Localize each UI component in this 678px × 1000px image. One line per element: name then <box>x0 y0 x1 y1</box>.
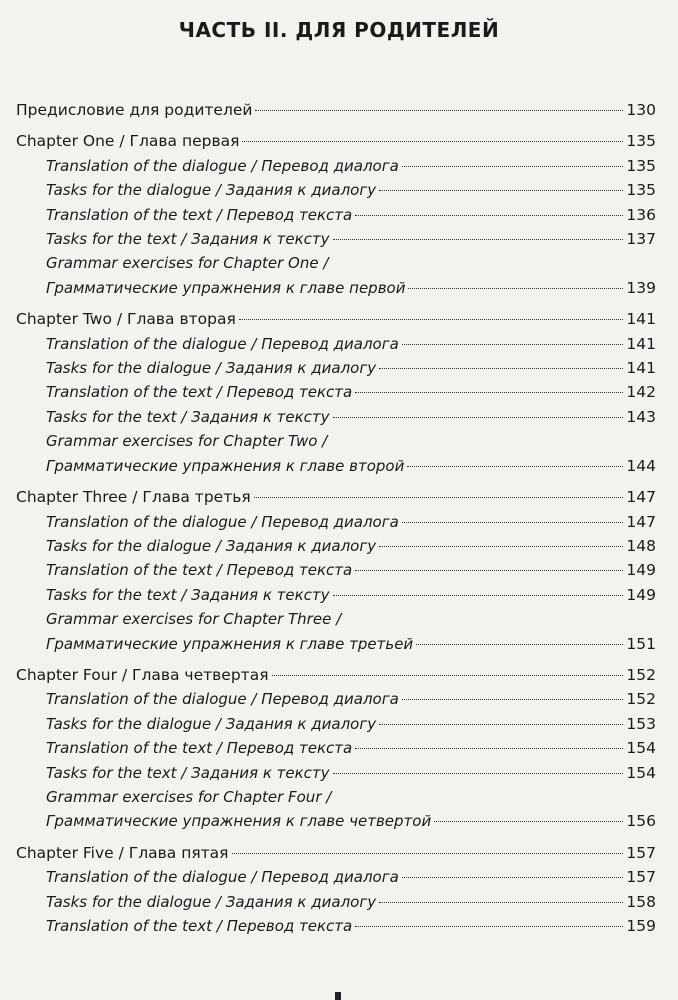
toc-page-number: 151 <box>626 634 656 653</box>
dot-leader <box>355 748 623 749</box>
toc-entry-title: Chapter Two / Глава вторая <box>16 310 236 329</box>
toc-page-number: 152 <box>626 690 656 709</box>
toc-page-number: 154 <box>626 739 656 758</box>
toc-subentry[interactable] <box>16 178 656 202</box>
toc-subentry[interactable] <box>16 534 656 558</box>
toc-entry-title: Tasks for the dialogue / Задания к диалогу <box>46 892 377 911</box>
dot-leader <box>402 699 624 700</box>
dot-leader <box>255 110 623 111</box>
toc-entry-title: Предисловие для родителей <box>16 101 253 119</box>
toc-page-number: 135 <box>626 181 656 200</box>
toc-page-number: 159 <box>626 917 656 935</box>
dot-leader <box>402 344 624 345</box>
toc-subentry[interactable] <box>16 914 656 938</box>
toc-entry-title: Tasks for the text / Задания к тексту <box>46 763 330 782</box>
toc-entry-title: Tasks for the text / Задания к тексту <box>46 230 330 249</box>
dot-leader <box>355 570 623 571</box>
toc-page-number: 157 <box>626 843 656 862</box>
toc-entry-title: Tasks for the dialogue / Задания к диалогу <box>46 181 377 200</box>
toc-entry-title: Грамматические упражнения к главе третьей <box>46 634 414 653</box>
toc-subentry[interactable] <box>16 380 656 404</box>
toc-entry-title: Chapter Three / Глава третья <box>16 488 251 507</box>
toc-subentry[interactable] <box>16 890 656 914</box>
toc-page-number: 135 <box>626 156 656 175</box>
toc-entry-title: Translation of the dialogue / Перевод диалога <box>46 512 399 531</box>
dot-leader <box>416 644 623 645</box>
toc-page-number: 147 <box>626 488 656 507</box>
toc-entry-title: Translation of the dialogue / Перевод диалога <box>46 690 399 709</box>
toc-page-number: 142 <box>626 383 656 402</box>
toc-grammar-title-line1[interactable]: Grammar exercises for Chapter Three / <box>46 610 342 629</box>
toc-subentry[interactable] <box>16 687 656 711</box>
toc-page-number: 135 <box>626 132 656 151</box>
toc-subentry[interactable] <box>16 583 656 607</box>
dot-leader <box>379 724 623 725</box>
toc-subentry[interactable] <box>16 356 656 380</box>
dot-leader <box>434 821 623 822</box>
page-number-mark <box>335 992 341 1000</box>
toc-grammar-entry[interactable] <box>16 454 656 478</box>
toc-page-number: 143 <box>626 407 656 426</box>
toc-page-number: 139 <box>626 278 656 297</box>
toc-entry-title: Chapter Four / Глава четвертая <box>16 665 269 684</box>
toc-page-number: 156 <box>626 812 656 831</box>
dot-leader <box>333 417 624 418</box>
dot-leader <box>355 215 623 216</box>
toc-entry-title: Грамматические упражнения к главе четвертой <box>46 812 432 831</box>
toc-entry-title: Tasks for the dialogue / Задания к диалогу <box>46 359 377 378</box>
toc-grammar-entry[interactable] <box>16 632 656 656</box>
toc-entry-title: Translation of the text / Перевод текста <box>46 739 353 758</box>
toc-entry-title: Tasks for the text / Задания к тексту <box>46 585 330 604</box>
toc-page-number: 157 <box>626 868 656 887</box>
toc-page-number: 153 <box>626 714 656 733</box>
toc-chapter-3[interactable] <box>16 485 656 509</box>
toc-entry-title: Translation of the dialogue / Перевод диалога <box>46 334 399 353</box>
toc-subentry[interactable] <box>16 203 656 227</box>
toc-page-number: 141 <box>626 334 656 353</box>
dot-leader <box>408 288 623 289</box>
toc-chapter-5[interactable] <box>16 841 656 865</box>
toc-entry-title: Translation of the text / Перевод текста <box>46 383 353 402</box>
toc-grammar-entry[interactable] <box>16 276 656 300</box>
dot-leader <box>402 166 624 167</box>
toc-subentry[interactable] <box>16 510 656 534</box>
toc-entry-preface[interactable] <box>16 98 656 122</box>
toc-entry-title: Грамматические упражнения к главе первой <box>46 278 406 297</box>
toc-subentry[interactable] <box>16 405 656 429</box>
toc-subentry[interactable] <box>16 154 656 178</box>
toc-entry-title: Translation of the dialogue / Перевод диалога <box>46 156 399 175</box>
toc-page-number: 130 <box>626 101 656 119</box>
toc-page-number: 147 <box>626 512 656 531</box>
toc-page-number: 141 <box>626 359 656 378</box>
toc-page-number: 158 <box>626 892 656 911</box>
dot-leader <box>333 773 624 774</box>
toc-subentry[interactable] <box>16 332 656 356</box>
dot-leader <box>379 190 623 191</box>
toc-page-number: 149 <box>626 585 656 604</box>
toc-subentry[interactable] <box>16 227 656 251</box>
toc-entry-title: Translation of the text / Перевод текста <box>46 205 353 224</box>
dot-leader <box>402 877 624 878</box>
dot-leader <box>232 853 624 854</box>
toc-page-number: 149 <box>626 561 656 580</box>
toc-page-number: 144 <box>626 456 656 475</box>
toc-subentry[interactable] <box>16 712 656 736</box>
toc-subentry[interactable] <box>16 558 656 582</box>
toc-entry-title: Tasks for the dialogue / Задания к диалогу <box>46 714 377 733</box>
toc-entry-title: Tasks for the text / Задания к тексту <box>46 407 330 426</box>
toc-chapter-1[interactable] <box>16 129 656 153</box>
toc-page-number: 141 <box>626 310 656 329</box>
toc-grammar-title-line1[interactable]: Grammar exercises for Chapter Two / <box>46 432 328 451</box>
toc-entry-title: Translation of the dialogue / Перевод диалога <box>46 868 399 887</box>
chapter-list <box>16 129 656 938</box>
toc-entry-title: Chapter Five / Глава пятая <box>16 843 229 862</box>
table-of-contents <box>16 98 656 938</box>
dot-leader <box>242 141 623 142</box>
dot-leader <box>379 902 623 903</box>
toc-page-number: 148 <box>626 536 656 555</box>
toc-subentry[interactable] <box>16 865 656 889</box>
toc-page-number: 154 <box>626 763 656 782</box>
toc-entry-title: Tasks for the dialogue / Задания к диалогу <box>46 536 377 555</box>
dot-leader <box>333 595 624 596</box>
dot-leader <box>333 239 624 240</box>
toc-page-number: 136 <box>626 205 656 224</box>
toc-chapter-2[interactable] <box>16 307 656 331</box>
toc-chapter-4[interactable] <box>16 663 656 687</box>
dot-leader <box>254 497 624 498</box>
dot-leader <box>407 466 623 467</box>
dot-leader <box>402 522 624 523</box>
toc-subentry[interactable] <box>16 736 656 760</box>
dot-leader <box>379 546 623 547</box>
toc-subentry[interactable] <box>16 761 656 785</box>
dot-leader <box>272 675 624 676</box>
toc-page-number: 152 <box>626 665 656 684</box>
toc-entry-title: Грамматические упражнения к главе второй <box>46 456 405 475</box>
dot-leader <box>355 392 623 393</box>
toc-entry-title: Translation of the text / Перевод текста <box>46 917 353 935</box>
toc-entry-title: Translation of the text / Перевод текста <box>46 561 353 580</box>
toc-grammar-title-line1[interactable]: Grammar exercises for Chapter Four / <box>46 787 332 806</box>
toc-entry-title: Chapter One / Глава первая <box>16 132 240 151</box>
toc-page-number: 137 <box>626 230 656 249</box>
dot-leader <box>239 319 624 320</box>
page-title: ЧАСТЬ II. ДЛЯ РОДИТЕЛЕЙ <box>178 18 500 42</box>
toc-grammar-title-line1[interactable]: Grammar exercises for Chapter One / <box>46 254 329 273</box>
toc-grammar-entry[interactable] <box>16 809 656 833</box>
dot-leader <box>379 368 623 369</box>
dot-leader <box>355 926 623 927</box>
